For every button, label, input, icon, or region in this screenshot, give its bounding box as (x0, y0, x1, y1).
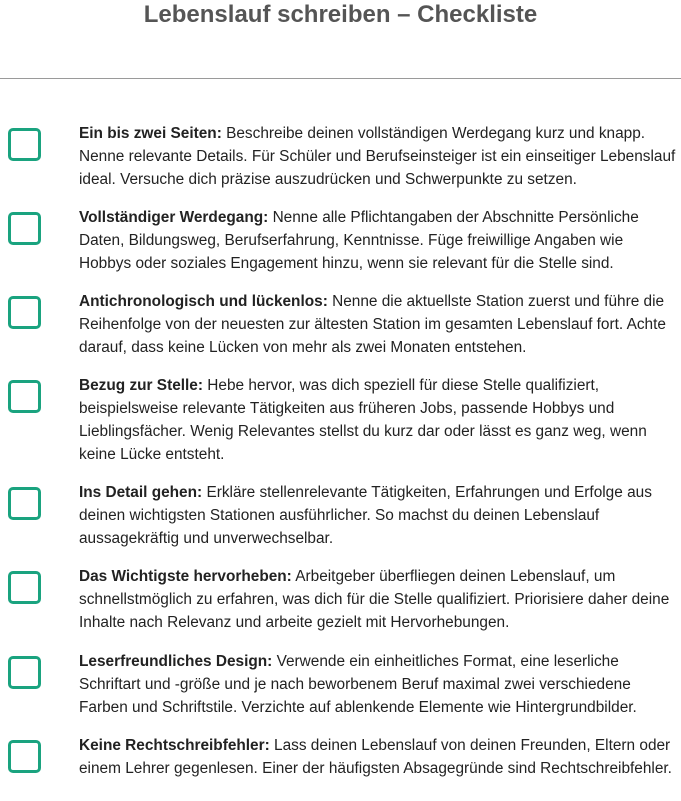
checkbox[interactable] (8, 296, 41, 329)
page-title: Lebenslauf schreiben – Checkliste (143, 1, 538, 28)
checklist-item-text (79, 481, 679, 550)
item-body: Nenne die aktuellste Station zuerst und führe die Reihenfolge von der neuesten zur ältesten Station im gesamten Lebenslauf fort. Achte darauf, dass keine Lücken von mehr als zwei Monaten entstehen. (79, 293, 666, 356)
checkbox[interactable] (8, 656, 41, 689)
checklist-item-text (79, 290, 679, 359)
checkbox[interactable] (8, 212, 41, 245)
item-body: Arbeitgeber überfliegen deinen Lebenslauf, um schnellstmöglich zu erfahren, was dich für die Stelle qualifiziert. Priorisiere daher deine Inhalte nach Relevanz und arbeite gezielt mit Hervorhebungen. (79, 568, 670, 631)
item-body: Erkläre stellenrelevante Tätigkeiten, Erfahrungen und Erfolge aus deinen wichtigsten Stationen ausführlicher. So machst du deinen Lebenslauf aussagekräftig und unverwechselbar. (79, 484, 652, 547)
item-body: Beschreibe deinen vollständigen Werdegang kurz und knapp. Nenne relevante Details. Für Schüler und Berufseinsteiger ist ein einseitiger Lebenslauf ideal. Versuche dich präzise auszudrücken und Schwerpunkte zu setzen. (79, 125, 676, 188)
checklist-item-text (79, 734, 679, 780)
checkbox[interactable] (8, 740, 41, 773)
checkbox[interactable] (8, 128, 41, 161)
checkbox[interactable] (8, 487, 41, 520)
item-body: Lass deinen Lebenslauf von deinen Freunden, Eltern oder einem Lehrer gegenlesen. Einer der häufigsten Absagegründe sind Rechtschreibfehler. (79, 737, 672, 777)
item-heading: Das Wichtigste hervorheben: (79, 568, 292, 585)
item-heading: Leserfreundliches Design: (79, 653, 273, 670)
item-body: Verwende ein einheitliches Format, eine leserliche Schriftart und -größe und je nach beworbenem Beruf maximal zwei verschiedene Farben und Schriftstile. Verzichte auf ablenkende Elemente wie Hintergrundbilder. (79, 653, 637, 716)
checkbox[interactable] (8, 380, 41, 413)
checklist-item-text (79, 206, 679, 275)
checklist-item-text (79, 374, 679, 466)
title-divider (0, 78, 681, 79)
checklist-item-text (79, 565, 679, 634)
item-heading: Antichronologisch und lückenlos: (79, 293, 328, 310)
checklist-item-text (79, 122, 679, 191)
item-heading: Keine Rechtschreibfehler: (79, 737, 270, 754)
checkbox[interactable] (8, 571, 41, 604)
checklist-item-text (79, 650, 679, 719)
item-heading: Bezug zur Stelle: (79, 377, 203, 394)
item-body: Hebe hervor, was dich speziell für diese Stelle qualifiziert, beispielsweise relevante Tätigkeiten aus früheren Jobs, passende Hobbys und Lieblingsfächer. Wenig Relevantes stellst du kurz dar oder lässt es ganz weg, wenn keine Lücke entsteht. (79, 377, 647, 463)
item-body: Nenne alle Pflichtangaben der Abschnitte Persönliche Daten, Bildungsweg, Berufserfahrung, Kenntnisse. Füge freiwillige Angaben wie Hobbys oder soziales Engagement hinzu, wenn sie relevant für die Stelle sind. (79, 209, 639, 272)
item-heading: Vollständiger Werdegang: (79, 209, 269, 226)
item-heading: Ein bis zwei Seiten: (79, 125, 222, 142)
item-heading: Ins Detail gehen: (79, 484, 203, 501)
